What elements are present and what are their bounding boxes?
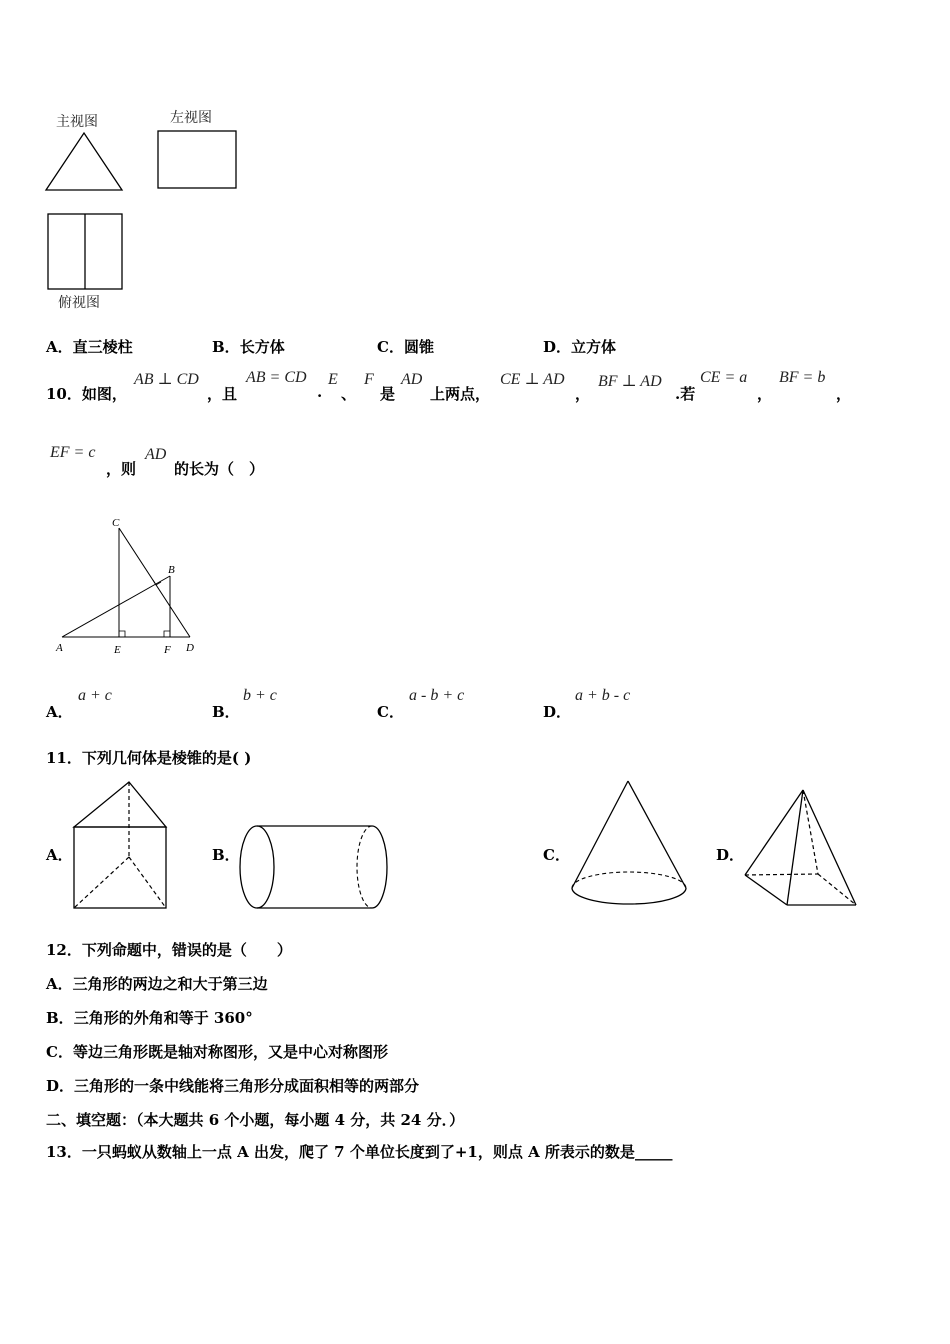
q10-text-comma4: ， <box>836 385 852 403</box>
q13-stem: 13．一只蚂蚁从数轴上一点 A 出发，爬了 7 个单位长度到了+1，则点 A 所表示的数是_____ <box>46 1143 673 1161</box>
q11-option-a-letter: A． <box>46 846 73 864</box>
q10-option-a-letter: A． <box>46 703 73 721</box>
label-b: B <box>168 564 175 576</box>
q10-math-f: F <box>364 371 374 388</box>
label-f: F <box>164 644 171 656</box>
q10-text-two-points: 上两点， <box>430 385 491 403</box>
q11-option-c-letter: C． <box>543 846 570 864</box>
q10-math-ad: AD <box>401 371 423 388</box>
q10-text-length: 的长为（ ） <box>174 460 265 478</box>
q10-math-ad2: AD <box>145 446 167 463</box>
q10-option-b-letter: B． <box>212 703 240 721</box>
q10-text-then: ，则 <box>106 460 137 478</box>
q10-math-ce-perp-ad: CE ⊥ AD <box>500 371 565 388</box>
q10-text-period: . <box>317 383 323 401</box>
q10-text-comma2: ， <box>575 385 591 403</box>
label-e: E <box>114 644 121 656</box>
q10-math-bf-eq-b: BF = b <box>779 369 826 386</box>
label-a: A <box>56 642 63 654</box>
q10-math-ef-eq-c: EF = c <box>50 444 96 461</box>
q11-option-d-letter: D． <box>716 846 745 864</box>
q11-option-b-letter: B． <box>212 846 240 864</box>
q10-math-bf-perp-ad: BF ⊥ AD <box>598 373 662 390</box>
q12-option-d: D．三角形的一条中线能将三角形分成面积相等的两部分 <box>46 1077 420 1095</box>
q12-stem: 12．下列命题中，错误的是（ ） <box>46 941 292 959</box>
q10-option-d-expr: a + b - c <box>575 687 631 704</box>
q12-option-a: A．三角形的两边之和大于第三边 <box>46 975 268 993</box>
q10-math-e: E <box>328 371 338 388</box>
q10-option-c-expr: a - b + c <box>409 687 465 704</box>
q10-text-comma: 、 <box>341 385 357 403</box>
front-view-label: 主视图 <box>56 114 98 130</box>
q10-text-if: .若 <box>675 385 696 403</box>
q10-math-ab-perp-cd: AB ⊥ CD <box>134 371 199 388</box>
q11-stem: 11．下列几何体是棱锥的是( ) <box>46 749 252 767</box>
q10-math-ce-eq-a: CE = a <box>700 369 748 386</box>
q10-text-are: 是 <box>380 385 396 403</box>
q10-option-b-expr: b + c <box>243 687 277 704</box>
section-heading: 二、填空题：（本大题共 6 个小题，每小题 4 分，共 24 分．） <box>46 1111 465 1129</box>
q10-option-a-expr: a + c <box>78 687 112 704</box>
q10-math-ab-eq-cd: AB = CD <box>246 369 307 386</box>
top-view-label: 俯视图 <box>58 295 100 311</box>
label-d: D <box>186 642 194 654</box>
q12-option-c: C．等边三角形既是轴对称图形，又是中心对称图形 <box>46 1043 388 1061</box>
q10-option-d-letter: D． <box>543 703 572 721</box>
q12-option-b: B．三角形的外角和等于 360° <box>46 1009 253 1027</box>
q10-text-comma3: ， <box>757 385 773 403</box>
q9-option-a: A．直三棱柱 <box>46 338 133 356</box>
q10-number: 10．如图， <box>46 385 127 403</box>
label-c: C <box>112 517 120 529</box>
q10-option-c-letter: C． <box>377 703 404 721</box>
left-view-label: 左视图 <box>170 110 212 126</box>
q9-option-d: D．立方体 <box>543 338 617 356</box>
answer-blank[interactable]: _____ <box>634 1143 673 1161</box>
q9-option-c: C．圆锥 <box>377 338 434 356</box>
q9-option-b: B．长方体 <box>212 338 285 356</box>
q10-text-and: ，且 <box>207 385 238 403</box>
